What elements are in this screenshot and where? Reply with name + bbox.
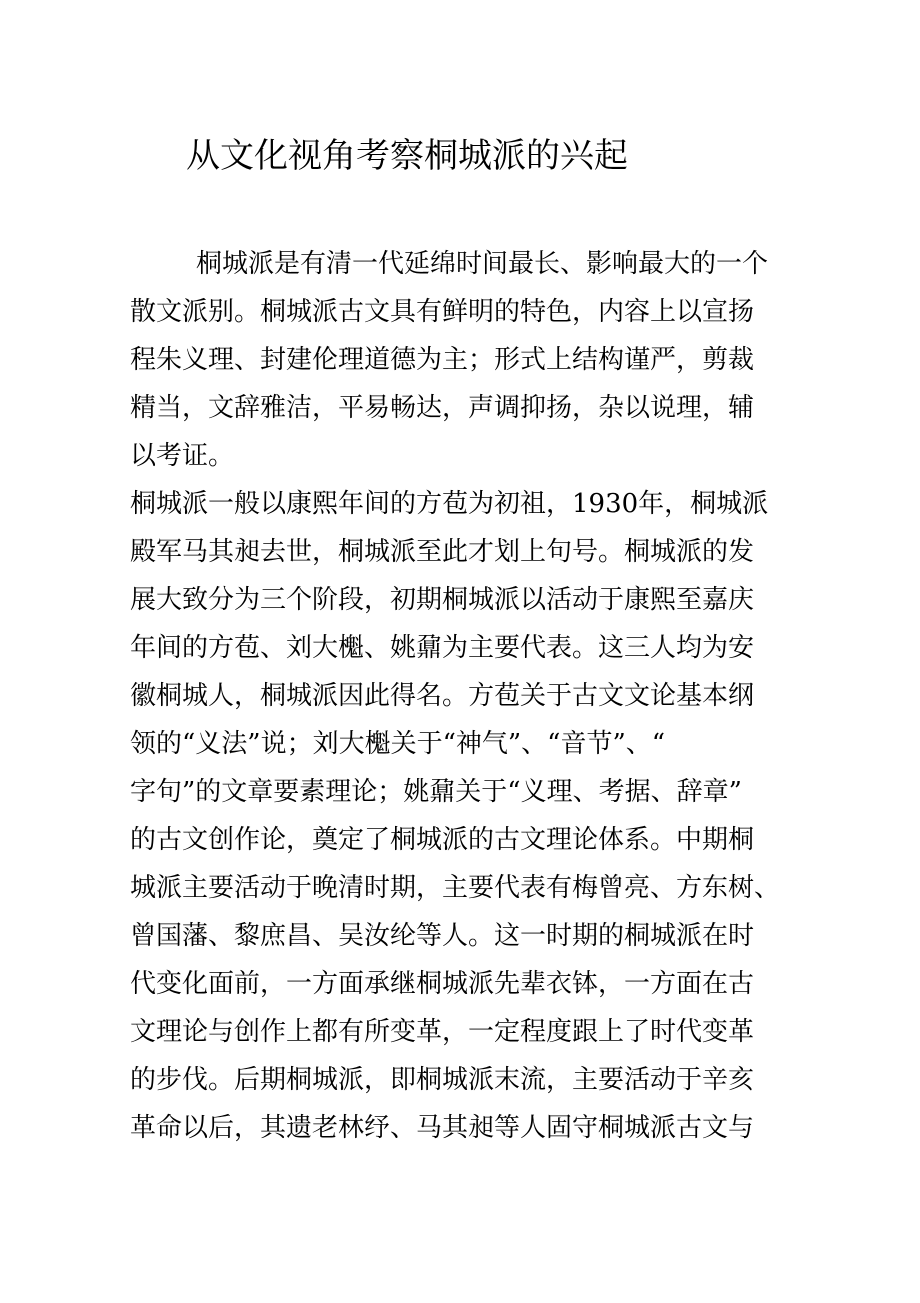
- text-line: 城派主要活动于晚清时期，主要代表有梅曾亮、方东树、: [130, 873, 781, 903]
- text-line: 展大致分为三个阶段，初期桐城派以活动于康熙至嘉庆: [130, 585, 755, 615]
- text-line: 年间的方苞、刘大櫆、姚鼐为主要代表。这三人均为安: [130, 633, 755, 663]
- text-line: 革命以后，其遗老林纾、马其昶等人固守桐城派古文与: [130, 1113, 755, 1143]
- text-line: 文理论与创作上都有所变革，一定程度跟上了时代变革: [130, 1017, 755, 1047]
- text-line: 程朱义理、封建伦理道德为主；形式上结构谨严，剪裁: [130, 345, 755, 375]
- text-line: 桐城派一般以康熙年间的方苞为初祖，1930年，桐城派: [130, 489, 769, 519]
- text-line: 的步伐。后期桐城派，即桐城派末流，主要活动于辛亥: [130, 1065, 755, 1095]
- text-line: 徽桐城人，桐城派因此得名。方苞关于古文文论基本纲: [130, 681, 755, 711]
- paragraph-2: [130, 480, 830, 1152]
- document-body: [130, 240, 830, 1152]
- text-line: 殿军马其昶去世，桐城派至此才划上句号。桐城派的发: [130, 537, 755, 567]
- text-line: 领的“义法”说；刘大櫆关于“神气”、“音节”、“: [130, 729, 666, 759]
- text-line: 曾国藩、黎庶昌、吴汝纶等人。这一时期的桐城派在时: [130, 921, 755, 951]
- text-line: 的古文创作论，奠定了桐城派的古文理论体系。中期桐: [130, 825, 755, 855]
- text-line: 代变化面前，一方面承继桐城派先辈衣钵，一方面在古: [130, 969, 755, 999]
- text-line: 散文派别。桐城派古文具有鲜明的特色，内容上以宣扬: [130, 297, 755, 327]
- text-line: 桐城派是有清一代延绵时间最长、影响最大的一个: [196, 249, 769, 279]
- text-line: 字句”的文章要素理论；姚鼐关于“义理、考据、辞章”: [130, 777, 742, 807]
- paragraph-1: [130, 240, 830, 480]
- text-line: 精当，文辞雅洁，平易畅达，声调抑扬，杂以说理，辅: [130, 393, 755, 423]
- text-line: 以考证。: [130, 441, 235, 471]
- document-title: 从文化视角考察桐城派的兴起: [186, 136, 628, 176]
